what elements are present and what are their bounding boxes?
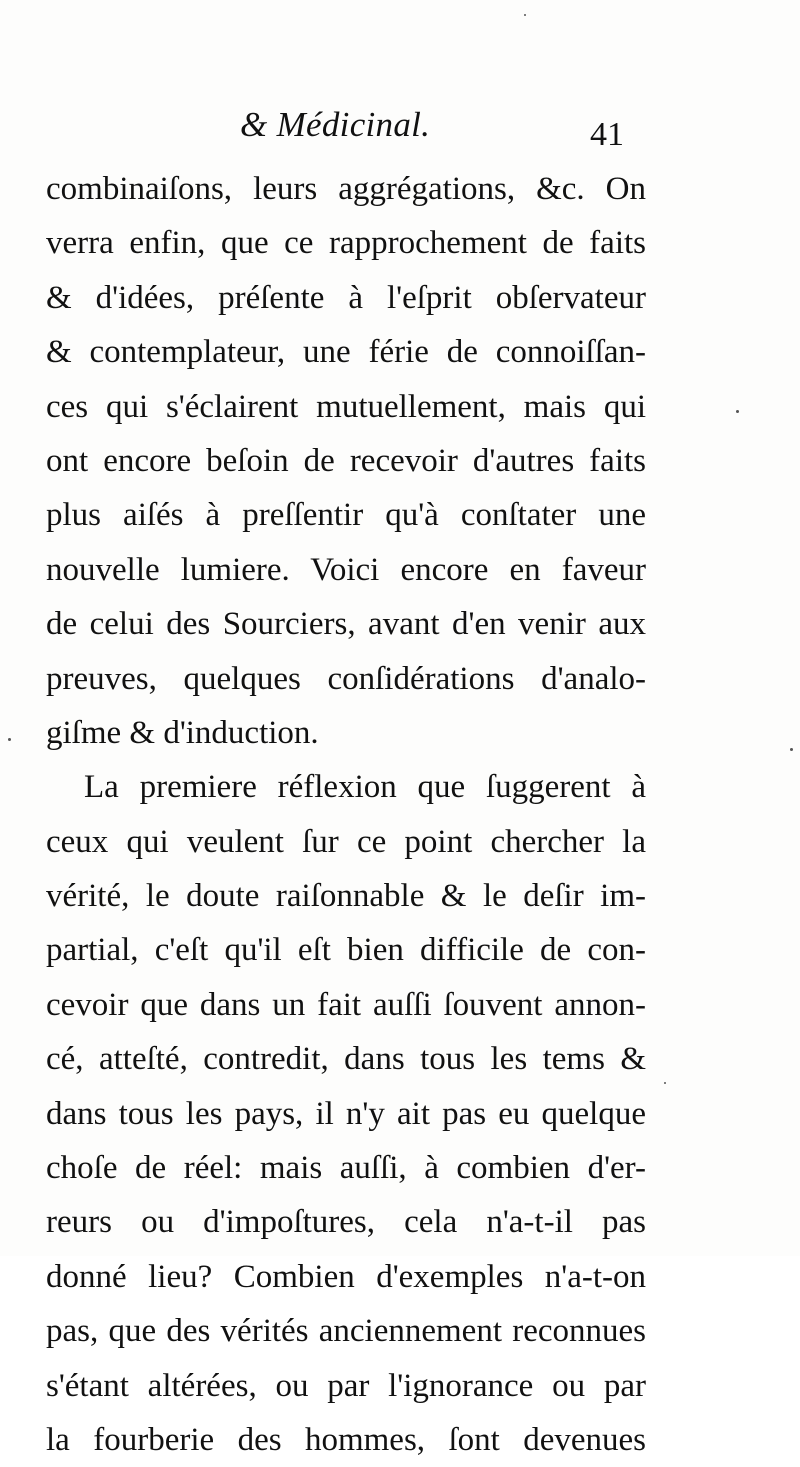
text-line: pas, que des vérités anciennement reconnues (46, 1313, 646, 1350)
text-line: dans tous les pays, il n'y ait pas eu quelque (46, 1095, 646, 1132)
text-line: verra enfin, que ce rapprochement de faits (46, 225, 646, 262)
scan-speck (790, 748, 793, 751)
page-number: 41 (590, 116, 624, 153)
text-line: cé, atteſté, contredit, dans tous les tems & (46, 1041, 646, 1078)
text-line: donné lieu? Combien d'exemples n'a-t-on (46, 1258, 646, 1295)
text-line: plus aiſés à preſſentir qu'à conſtater une (46, 497, 646, 534)
text-line: partial, c'eſt qu'il eſt bien difficile de con- (46, 932, 646, 969)
text-line: & d'idées, préſente à l'eſprit obſervateur (46, 279, 646, 316)
page-header (0, 100, 800, 160)
scan-speck (8, 738, 11, 741)
text-line: cevoir que dans un fait auſſi ſouvent annon- (46, 986, 646, 1023)
text-line: vérité, le doute raiſonnable & le deſir im- (46, 878, 646, 915)
text-line: & contemplateur, une férie de connoiſſan- (46, 334, 646, 371)
text-line: preuves, quelques conſidérations d'analo- (46, 660, 646, 697)
text-line: choſe de réel: mais auſſi, à combien d'er- (46, 1150, 646, 1187)
text-line: reurs ou d'impoſtures, cela n'a-t-il pas (46, 1204, 646, 1241)
text-line: de celui des Sourciers, avant d'en venir aux (46, 606, 646, 643)
text-line: la fourberie des hommes, ſont devenues (46, 1421, 646, 1458)
scan-speck (736, 410, 739, 413)
text-line: ont encore beſoin de recevoir d'autres faits (46, 442, 646, 479)
text-line: La premiere réflexion que ſuggerent à (84, 769, 646, 806)
scan-speck (524, 14, 526, 16)
text-line: ces qui s'éclairent mutuellement, mais qui (46, 388, 646, 425)
body-text (46, 162, 646, 1467)
text-line: ceux qui veulent ſur ce point chercher la (46, 823, 646, 860)
text-line: s'étant altérées, ou par l'ignorance ou par (46, 1367, 646, 1404)
scan-speck (664, 1082, 666, 1084)
running-head: & Médicinal. (240, 105, 431, 144)
text-line: nouvelle lumiere. Voici encore en faveur (46, 551, 646, 588)
text-line: giſme & d'induction. (46, 714, 319, 751)
text-line: combinaiſons, leurs aggrégations, &c. On (46, 171, 646, 207)
